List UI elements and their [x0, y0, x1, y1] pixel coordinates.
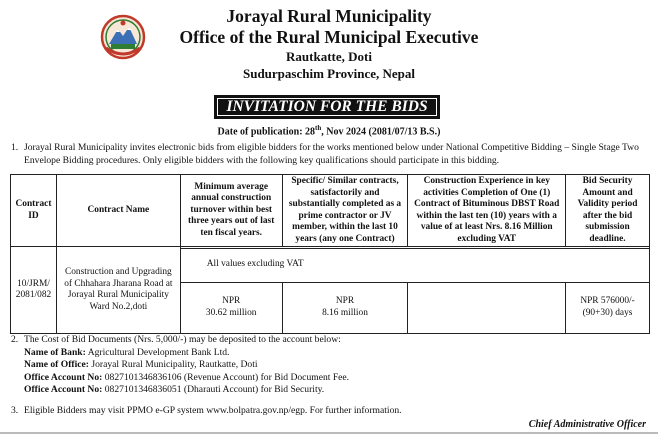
cell-construction-experience — [408, 282, 566, 334]
municipality-name: Jorayal Rural Municipality — [226, 6, 432, 26]
header-contract-id: Contract ID — [11, 175, 57, 247]
cell-contract-name: Construction and Upgrading of Chhahara Jharana Road at Jorayal Rural Municipality Ward No.2,doti — [56, 247, 180, 334]
publication-date: Date of publication: 28th, Nov 2024 (2081/07/13 B.S.) — [217, 124, 441, 138]
header-turnover: Minimum average annual construction turnover within best three years out of last ten fiscal years. — [180, 175, 282, 247]
cell-turnover: NPR 30.62 million — [180, 282, 282, 334]
header-construction-experience: Construction Experience in key activities Completion of One (1) Contract of Bituminous DBST Road within the last ten (10) years with a value of at least Nrs. 8.16 Million excluding VAT — [408, 175, 566, 247]
bank-line: Name of Bank: Agricultural Development Bank Ltd. — [24, 346, 230, 358]
account-line-2: Office Account No: 0827101346836051 (Dharauti Account) for Bid Security. — [24, 384, 325, 395]
province-name: Sudurpaschim Province, Nepal — [242, 66, 416, 81]
bottom-divider — [0, 432, 658, 434]
table-header-row — [11, 175, 650, 247]
paragraph-2: 2. The Cost of Bid Documents (Nrs. 5,000/-) may be deposited to the account below: Name of Bank: Agricultural Development Bank Ltd. Name of Office: Jorayal Rural Municipality, Rautkatte, Doti Office Account No: 0827101346836106 (Revenue Account) for Bid Document Fee. Office Account No: 0827101346836051 (Dharauti Account) for Bid Security. — [11, 334, 647, 397]
letterhead — [0, 6, 658, 82]
notice-title-banner: INVITATION FOR THE BIDS — [214, 95, 440, 119]
paragraph-1: 1. Jorayal Rural Municipality invites electronic bids from eligible bidders for the works mentioned below under National Competitive Bidding – Single Stage Two Envelope Bidding procedures. Only eligible bidders with the following key qualifications should participate in this bidding. — [11, 142, 639, 166]
header-bid-security: Bid Security Amount and Validity period after the bid submission deadline. — [566, 175, 650, 247]
cell-similar-contracts: NPR 8.16 million — [282, 282, 408, 334]
office-name: Office of the Rural Municipal Executive — [179, 27, 479, 47]
bid-qualification-table — [10, 174, 650, 334]
header-contract-name: Contract Name — [56, 175, 180, 247]
cell-vat-note: All values excluding VAT — [180, 248, 649, 282]
paragraph-3: 3. Eligible Bidders may visit PPMO e-GP system www.bolpatra.gov.np/egp. For further information. — [11, 405, 402, 416]
account-line-1: Office Account No: 0827101346836106 (Revenue Account) for Bid Document Fee. — [24, 371, 350, 383]
office-line: Name of Office: Jorayal Rural Municipality, Rautkatte, Doti — [24, 359, 258, 370]
office-address: Rautkatte, Doti — [286, 49, 372, 64]
cell-contract-id: 10/JRM/ 2081/082 — [11, 247, 57, 334]
signature-title: Chief Administrative Officer — [528, 419, 646, 430]
cell-bid-security: NPR 576000/- (90+30) days — [566, 282, 650, 334]
header-similar-contracts: Specific/ Similar contracts, satisfactorily and substantially completed as a prime contractor or JV member, within the last 10 years (any one Contract) — [282, 175, 408, 247]
